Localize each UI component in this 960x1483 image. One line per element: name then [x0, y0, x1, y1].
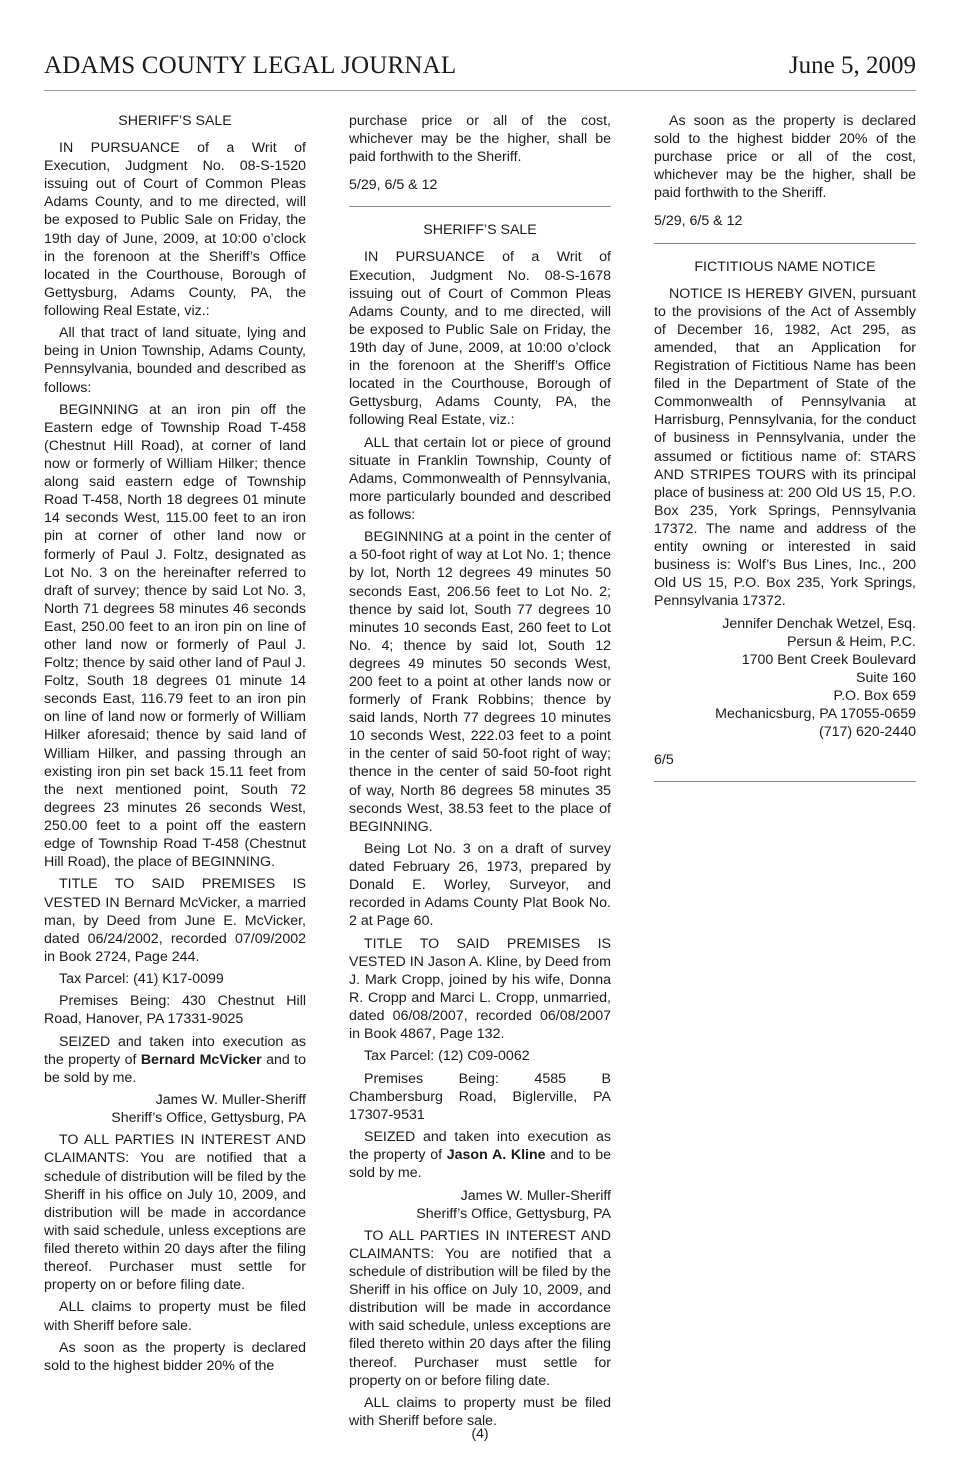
firm-suite: Suite 160 [856, 669, 916, 686]
publication-date: 6/5 [654, 752, 674, 769]
claimants-notice: TO ALL PARTIES IN INTEREST AND CLAIMANTS: You are notified that a schedule of distribution will be filed by the Sheriff in his office on July 10, 2009, and distribution will be made in accordance with said schedule, unless exceptions are filed thereto within 20 days after the filing thereof. Purchaser must settle for property on or before filing date. [44, 1132, 306, 1294]
sheriff-name: James W. Muller-Sheriff [155, 1092, 306, 1109]
survey-paragraph: Being Lot No. 3 on a draft of survey dated February 26, 1973, prepared by Donald E. Worley, Surveyor, and recorded in Adams County Plat Book No. 2 at Page 60. [349, 841, 611, 930]
tax-parcel: Tax Parcel: (12) C09-0062 [364, 1048, 530, 1065]
firm-phone: (717) 620-2440 [818, 724, 916, 741]
claimants-notice: TO ALL PARTIES IN INTEREST AND CLAIMANTS: You are notified that a schedule of distribution will be filed by the Sheriff in his office on July 10, 2009, and distribution will be made in accordance with said schedule, unless exceptions are filed thereto within 20 days after the filing thereof. Purchaser must settle for property on or before filing date. [349, 1227, 611, 1389]
premises-address: Premises Being: 4585 B Chambersburg Road, Biglerville, PA 17307-9531 [349, 1070, 611, 1123]
divider [349, 206, 611, 207]
tax-parcel: Tax Parcel: (41) K17-0099 [59, 971, 224, 988]
seized-text: SEIZED and taken into execution as the property of [349, 1129, 611, 1164]
publication-dates: 5/29, 6/5 & 12 [654, 213, 743, 230]
tract-paragraph: All that tract of land situate, lying and being in Union Township, Adams County, Pennsylvania, bounded and described as follows: [44, 325, 306, 396]
sheriff-signature [44, 1091, 306, 1127]
attorney-name: Jennifer Denchak Wetzel, Esq. [722, 615, 916, 632]
writ-paragraph: IN PURSUANCE of a Writ of Execution, Judgment No. 08-S-1520 issuing out of Court of Common Pleas Adams County, and to me directed, will be exposed to Public Sale on Friday, the 19th day of June, 2009, at 10:00 o’clock in the forenoon at the Sheriff’s Office located in the Courthouse, Borough of Gettysburg, Adams County, PA, the following Real Estate, viz.: [44, 140, 306, 319]
attorney-signature [654, 615, 916, 742]
law-firm: Persun & Heim, P.C. [786, 633, 916, 650]
seized-text-end: and to be sold by me. [44, 1051, 306, 1086]
publication-dates: 5/29, 6/5 & 12 [349, 177, 438, 194]
column-1 [44, 112, 306, 1379]
beginning-paragraph: BEGINNING at a point in the center of a 50-foot right of way at Lot No. 1; thence by lot, North 12 degrees 49 minutes 50 seconds East, 206.56 feet to Lot No. 2; thence by said lot, South 77 degrees 10 minutes 10 seconds East, 260 feet to Lot No. 4; thence by said lot, South 12 degrees 49 minutes 50 seconds West, 200 feet to a point at other lands now or formerly of Frank Robbins; thence by said lands, North 77 degrees 10 minutes 10 seconds West, 222.03 feet to a point in the center of said 50-foot right of way; thence in the center of said 50-foot right of way, North 86 degrees 58 minutes 35 seconds West, 38.53 feet to the place of BEGINNING. [349, 529, 611, 835]
sheriff-office: Sheriff’s Office, Gettysburg, PA [111, 1110, 306, 1127]
journal-title: ADAMS COUNTY LEGAL JOURNAL [44, 52, 457, 79]
owner-name: Bernard McVicker [140, 1051, 262, 1068]
claims-paragraph: ALL claims to property must be filed with Sheriff before sale. [44, 1299, 306, 1334]
payment-continuation: purchase price or all of the cost, whichever may be the higher, shall be paid forthwith to the Sheriff. [349, 113, 611, 166]
seized-paragraph [349, 1128, 611, 1182]
lot-paragraph: ALL that certain lot or piece of ground situate in Franklin Township, County of Adams, Commonwealth of Pennsylvania, more particularly bounded and described as follows: [349, 434, 611, 523]
issue-date: June 5, 2009 [788, 52, 916, 79]
payment-paragraph: As soon as the property is declared sold to the highest bidder 20% of the [44, 1339, 306, 1374]
beginning-paragraph: BEGINNING at an iron pin off the Eastern edge of Township Road T-458 (Chestnut Hill Road), at corner of land now or formerly of William Hilker; thence along said eastern edge of Township Road T-458, North 18 degrees 01 minute 14 seconds West, 115.00 feet to an iron pin at corner of other land now or formerly of Paul J. Foltz, designated as Lot No. 3 on the hereinafter referred to draft of survey; thence by said Lot No. 3, North 71 degrees 58 minutes 46 seconds East, 250.00 feet to an iron pin on line of other land now or formerly of Paul J. Foltz; thence by said other land of Paul J. Foltz, South 18 degrees 01 minute 14 seconds East, 116.79 feet to an iron pin on line of land now or formerly of William Hilker aforesaid; thence by said land of William Hilker, and passing through an existing iron pin set back 15.11 feet from the next mentioned point, South 72 degrees 23 minutes 26 seconds West, 250.00 feet to a point off the eastern edge of Township Road T-458 (Chestnut Hill Road), the place of BEGINNING. [44, 401, 306, 871]
masthead [44, 50, 916, 91]
seized-text: SEIZED and taken into execution as the property of [44, 1033, 306, 1068]
seized-paragraph [44, 1033, 306, 1087]
fictitious-name-paragraph: NOTICE IS HEREBY GIVEN, pursuant to the provisions of the Act of Assembly of December 16, 1982, Act 295, as amended, that an Application for Registration of Fictitious Name has been filed in the Department of State of the Commonwealth of Pennsylvania at Harrisburg, Pennsylvania, for the conduct of business in Pennsylvania, under the assumed or fictitious name of: STARS AND STRIPES TOURS with its principal place of business at: 200 Old US 15, P.O. Box 235, York Springs, Pennsylvania 17372. The name and address of the entity owning or interested in said business is: Wolf’s Bus Lines, Inc., 200 Old US 15, P.O. Box 235, York Springs, Pennsylvania 17372. [654, 285, 916, 610]
title-paragraph: TITLE TO SAID PREMISES IS VESTED IN Jason A. Kline, by Deed from J. Mark Cropp, joined by his wife, Donna R. Cropp and Marci L. Cropp, unmarried, dated 06/08/2007, recorded 06/08/2007 in Book 4867, Page 132. [349, 935, 611, 1043]
firm-po-box: P.O. Box 659 [833, 687, 916, 704]
column-3 [654, 112, 916, 796]
title-paragraph: TITLE TO SAID PREMISES IS VESTED IN Bernard McVicker, a married man, by Deed from June E. McVicker, dated 06/24/2002, recorded 07/09/2002 in Book 2724, Page 244. [44, 876, 306, 965]
sheriff-office: Sheriff’s Office, Gettysburg, PA [416, 1205, 611, 1222]
sheriff-name: James W. Muller-Sheriff [460, 1187, 611, 1204]
sheriff-signature [349, 1187, 611, 1223]
fictitious-name-heading: FICTITIOUS NAME NOTICE [694, 258, 876, 275]
claims-paragraph: ALL claims to property must be filed with Sheriff before sale. [349, 1394, 611, 1429]
sheriffs-sale-heading: SHERIFF’S SALE [118, 113, 232, 129]
seized-text-end: and to be sold by me. [349, 1147, 611, 1182]
column-2 [349, 112, 611, 1434]
payment-paragraph: As soon as the property is declared sold to the highest bidder 20% of the purchase price or all of the cost, whichever may be the higher, shall be paid forthwith to the Sheriff. [654, 113, 916, 202]
divider [654, 243, 916, 244]
firm-street: 1700 Bent Creek Boulevard [741, 651, 916, 668]
divider [654, 781, 916, 782]
owner-name: Jason A. Kline [446, 1147, 546, 1164]
sheriffs-sale-heading: SHERIFF’S SALE [423, 222, 537, 239]
premises-address: Premises Being: 430 Chestnut Hill Road, Hanover, PA 17331-9025 [44, 993, 306, 1028]
writ-paragraph: IN PURSUANCE of a Writ of Execution, Judgment No. 08-S-1678 issuing out of Court of Common Pleas Adams County, and to me directed, will be exposed to Public Sale on Friday, the 19th day of June, 2009, at 10:00 o’clock in the forenoon at the Sheriff’s Office located in the Courthouse, Borough of Gettysburg, Adams County, PA, the following Real Estate, viz.: [349, 249, 611, 429]
firm-city: Mechanicsburg, PA 17055-0659 [715, 706, 916, 722]
page-number: (4) [471, 1425, 489, 1441]
